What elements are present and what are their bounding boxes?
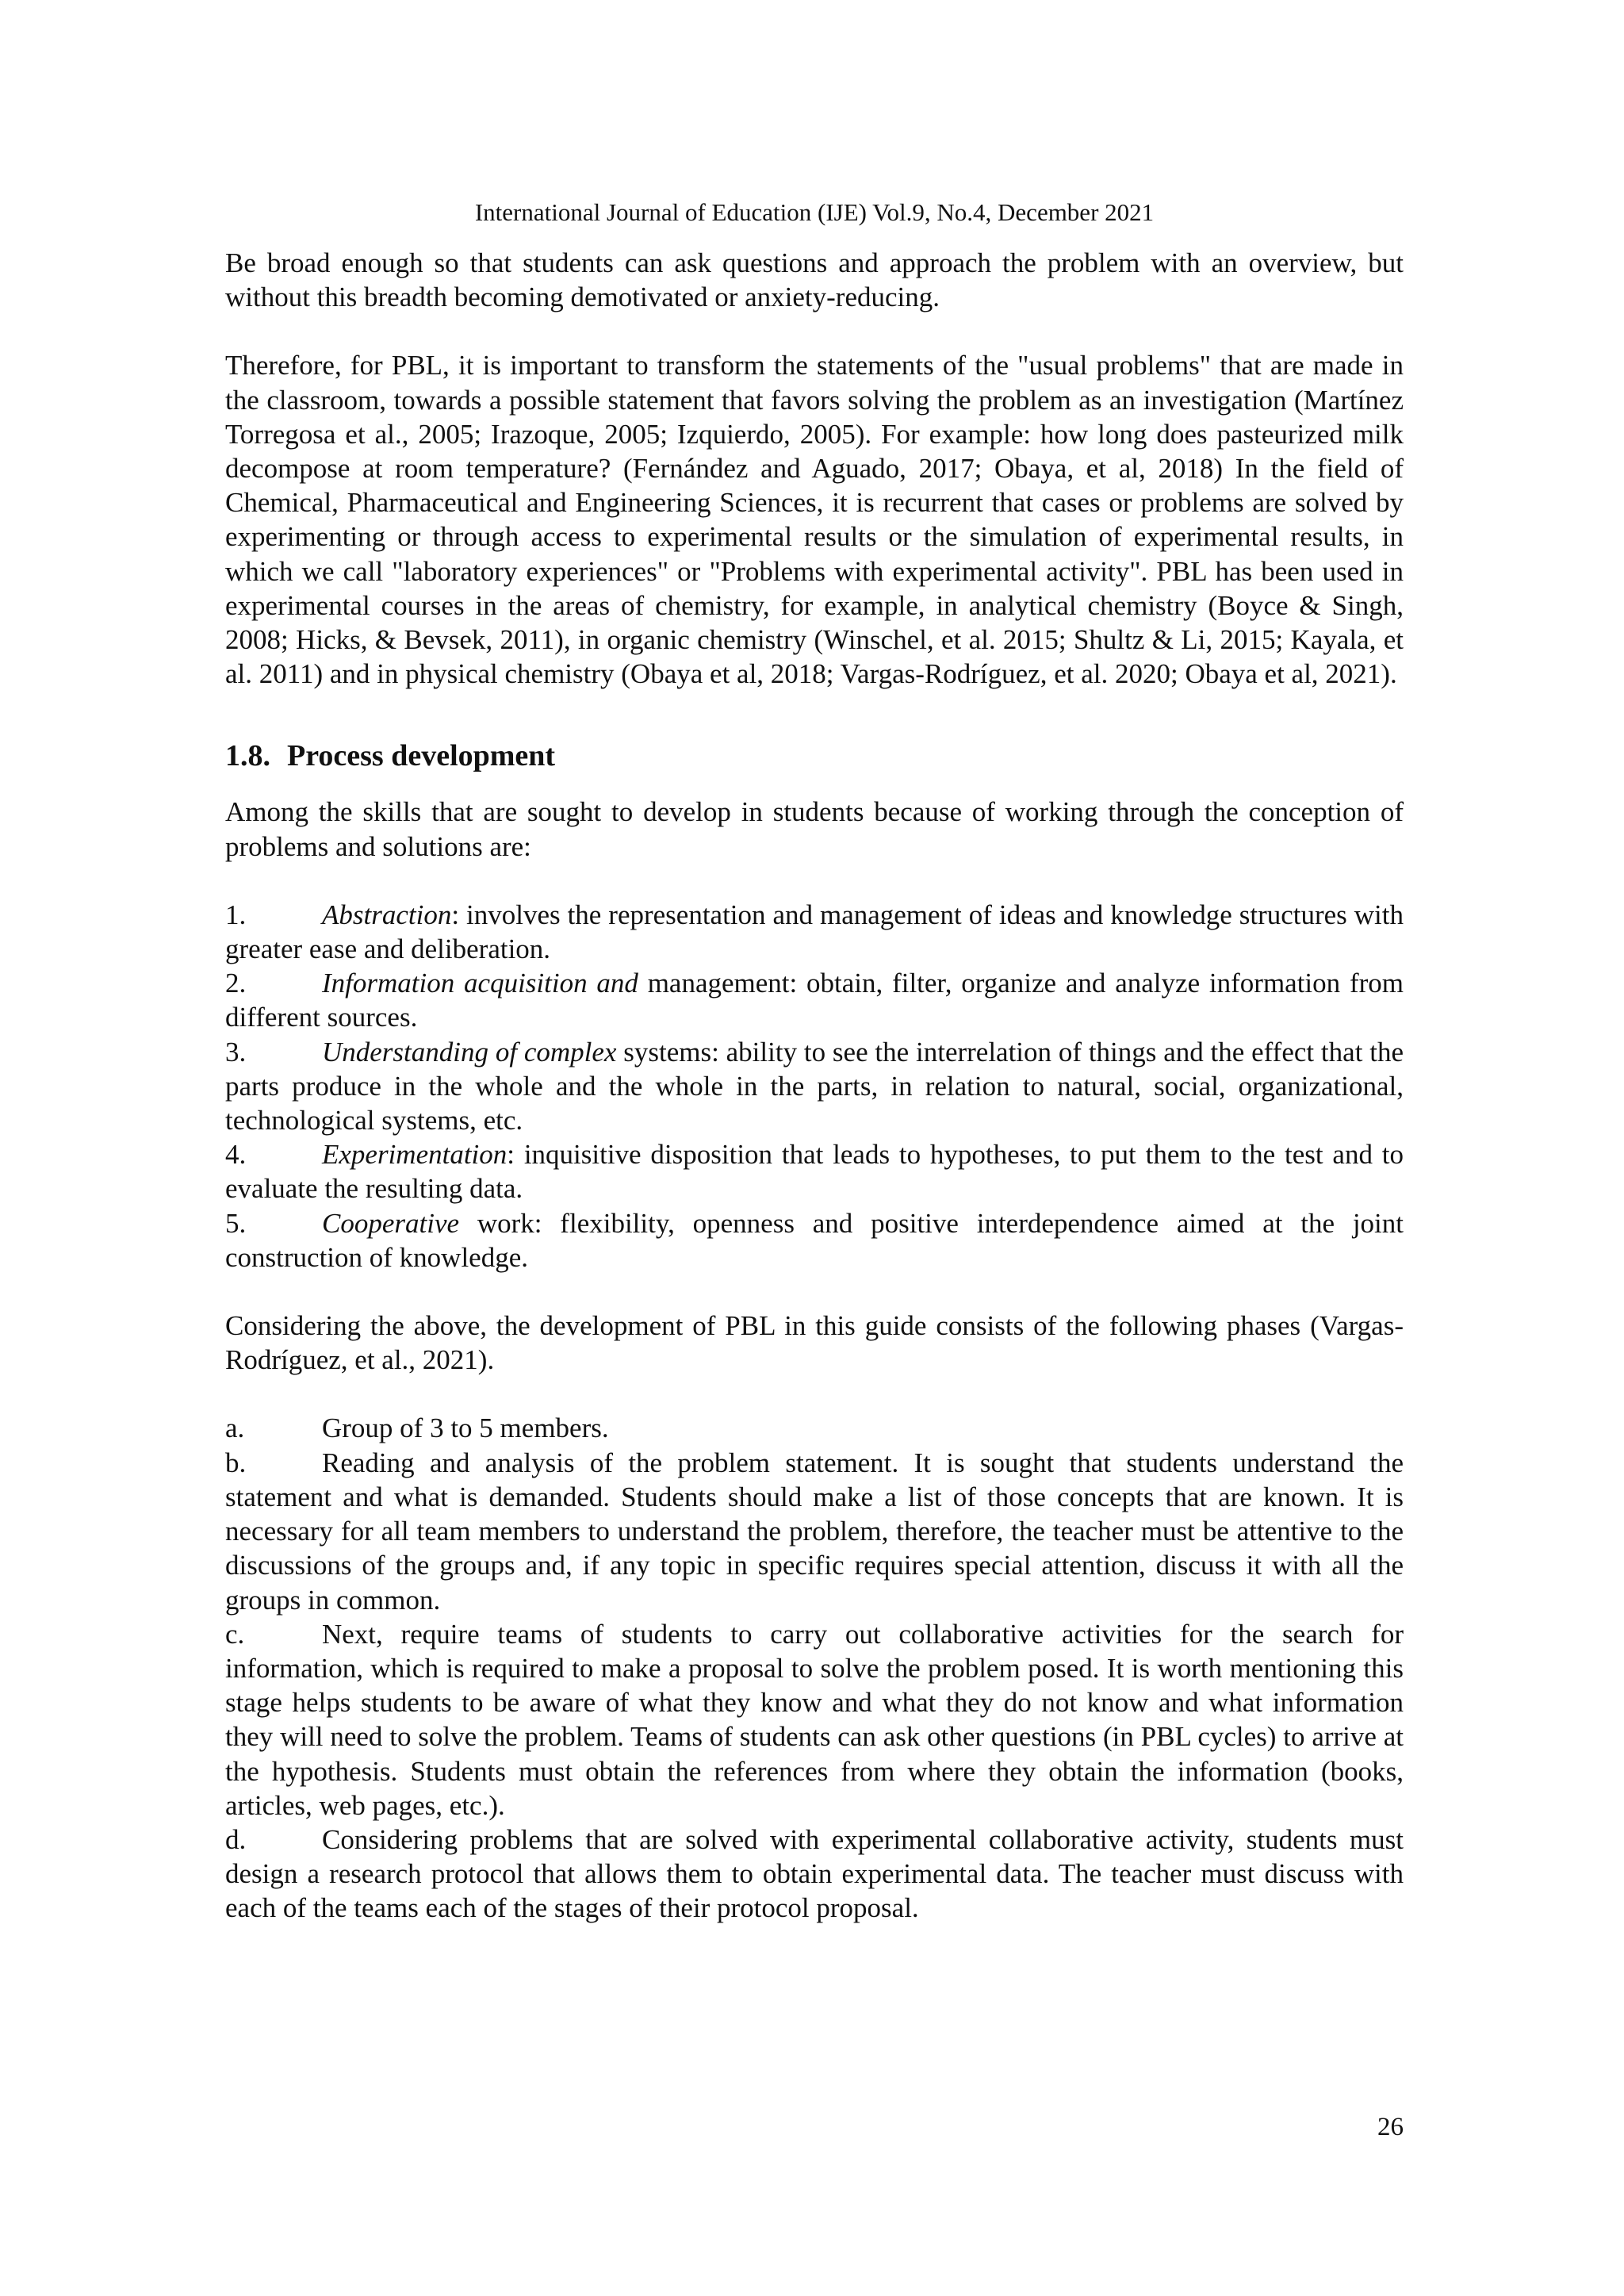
section-intro: Among the skills that are sought to develop in students because of working through the conception of problems and solutions are: [225,796,1404,862]
skill-term: Information acquisition and [322,968,638,999]
section-heading [225,725,1404,795]
skill-description: : involves the representation and management of ideas and knowledge structures with greater ease and deliberation. [225,899,1404,965]
phase-text: Next, require teams of students to carry out collaborative activities for the search for information, which is required to make a proposal to solve the problem posed. It is worth mentioning this stage helps students to be aware of what they know and what they do not know and what information they will need to solve the problem. Teams of students can ask other questions (in PBL cycles) to arrive at the hypothesis. Students must obtain the references from where they obtain the information (books, articles, web pages, etc.). [225,1618,1404,1821]
skill-description: : inquisitive disposition that leads to hypotheses, to put them to the test and to evaluate the resulting data. [225,1139,1404,1205]
paragraph-gap [225,314,1404,348]
phases-intro: Considering the above, the development of PBL in this guide consists of the following phases (Vargas-Rodríguez, et al., 2021). [225,1310,1404,1376]
skill-term: Abstraction [322,899,452,930]
section-number: 1.8. [225,739,270,773]
running-header: International Journal of Education (IJE) Vol.9, No.4, December 2021 [474,198,1155,226]
skill-item [225,1206,1404,1274]
paragraph-continuation: Be broad enough so that students can ask questions and approach the problem with an overview, but without this breadth becoming demotivated or anxiety-reducing. [225,247,1404,313]
paragraph-gap [225,691,1404,725]
list-marker: 1. [225,899,247,930]
phase-text: Considering problems that are solved with experimental collaborative activity, students must design a research protocol that allows them to obtain experimental data. The teacher must discuss with each of the teams each of the stages of their protocol proposal. [225,1823,1404,1924]
skill-item [225,966,1404,1034]
skill-term: Understanding of complex [322,1036,617,1068]
list-marker: 5. [225,1207,247,1239]
paragraph-pbl-statements: Therefore, for PBL, it is important to transform the statements of the "usual problems" that are made in the classroom, towards a possible statement that favors solving the problem as an investigation (Martínez Torregosa et al., 2005; Irazoque, 2005; Izquierdo, 2005). For example: how long does pasteurized milk decompose at room temperature? (Fernández and Aguado, 2017; Obaya, et al, 2018) In the field of Chemical, Pharmaceutical and Engineering Sciences, it is recurrent that cases or problems are solved by experimenting or through access to experimental results or the simulation of experimental results, in which we call "laboratory experiences" or "Problems with experimental activity". PBL has been used in experimental courses in the areas of chemistry, for example, in analytical chemistry (Boyce & Singh, 2008; Hicks, & Bevsek, 2011), in organic chemistry (Winschel, et al. 2015; Shultz & Li, 2015; Kayala, et al. 2011) and in physical chemistry (Obaya et al, 2018; Vargas-Rodríguez, et al. 2020; Obaya et al, 2021). [225,350,1404,690]
phase-text: Reading and analysis of the problem statement. It is sought that students understand the statement and what is demanded. Students should make a list of those concepts that are known. It is necessary for all team members to understand the problem, therefore, the teacher must be attentive to the discussions of the groups and, if any topic in specific requires special attention, discuss it with all the groups in common. [225,1447,1404,1616]
skill-item [225,898,1404,966]
list-marker: c. [225,1618,245,1650]
list-marker: b. [225,1447,247,1478]
paragraph-gap [225,864,1404,898]
paragraph-gap [225,1274,1404,1309]
skills-list [225,898,1404,1274]
list-marker: a. [225,1412,245,1444]
phase-item [225,1617,1404,1823]
skill-term: Experimentation [322,1139,508,1171]
phase-item [225,1446,1404,1617]
skill-item [225,1137,1404,1205]
phases-list [225,1411,1404,1925]
skill-item [225,1035,1404,1138]
phase-item [225,1411,1404,1445]
skill-description: work: flexibility, openness and positive interdependence aimed at the joint construction of knowledge. [225,1207,1404,1273]
list-marker: d. [225,1823,247,1855]
paragraph-gap [225,1377,1404,1411]
page-number: 26 [1377,2113,1404,2141]
section-title: Process development [287,739,556,773]
body-text [225,246,1404,1926]
list-marker: 3. [225,1036,247,1068]
list-marker: 4. [225,1139,247,1171]
skill-description: systems: ability to see the interrelation of things and the effect that the parts produce in the whole and the whole in the parts, in relation to natural, social, organizational, technological systems, etc. [225,1036,1404,1137]
skill-term: Cooperative [322,1207,460,1239]
list-marker: 2. [225,968,247,999]
phase-text: Group of 3 to 5 members. [322,1412,609,1444]
skill-description: management: obtain, filter, organize and analyze information from different sources. [225,968,1404,1033]
phase-item [225,1823,1404,1926]
